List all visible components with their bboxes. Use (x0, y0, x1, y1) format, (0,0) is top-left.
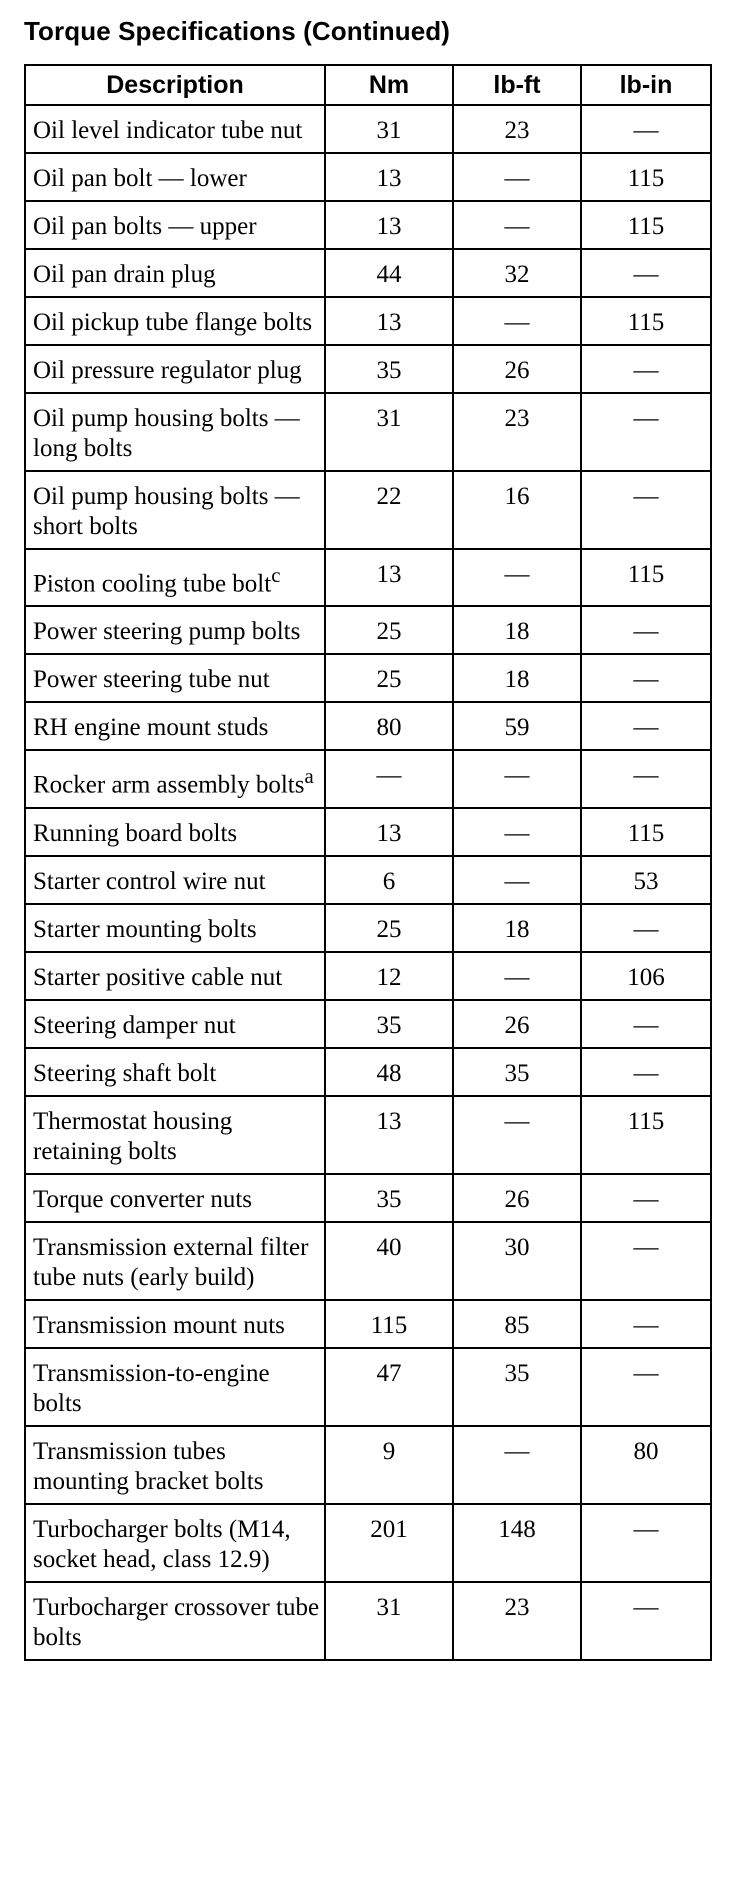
description-cell (25, 1096, 325, 1174)
description-cell (25, 904, 325, 952)
lb-in-cell: — (581, 904, 711, 952)
table-row (25, 606, 711, 654)
description-cell (25, 1348, 325, 1426)
page-title: Torque Specifications (Continued) (24, 16, 451, 46)
lb-ft-cell: 23 (453, 393, 581, 471)
description-text: Turbocharger bolts (M14, socket head, class 12.9) (33, 1515, 291, 1573)
lb-in-cell: 53 (581, 856, 711, 904)
description-cell (25, 654, 325, 702)
footnote-marker: a (304, 764, 314, 789)
lb-ft-cell: — (453, 201, 581, 249)
nm-cell: 13 (325, 297, 453, 345)
table-row (25, 345, 711, 393)
lb-in-cell: — (581, 750, 711, 807)
description-cell (25, 952, 325, 1000)
lb-ft-cell: — (453, 1426, 581, 1504)
table-row (25, 1348, 711, 1426)
nm-cell: 13 (325, 201, 453, 249)
description-text: Oil pan bolt — lower (33, 165, 247, 192)
lb-ft-cell: 59 (453, 702, 581, 750)
description-text: Thermostat housing retaining bolts (33, 1107, 233, 1165)
nm-cell: 31 (325, 393, 453, 471)
lb-in-cell: — (581, 105, 711, 153)
description-cell (25, 1000, 325, 1048)
lb-ft-cell: 16 (453, 471, 581, 549)
nm-cell: 13 (325, 549, 453, 606)
footnote-marker: c (271, 563, 281, 587)
lb-in-cell: — (581, 249, 711, 297)
description-text: Starter control wire nut (33, 867, 266, 895)
table-row (25, 808, 711, 856)
description-text: Oil level indicator tube nut (33, 117, 303, 144)
lb-ft-cell: 26 (453, 345, 581, 393)
description-cell (25, 471, 325, 549)
lb-ft-cell: 18 (453, 606, 581, 654)
description-text: Oil pump housing bolts — long bolts (33, 405, 300, 462)
nm-cell: 13 (325, 1096, 453, 1174)
lb-ft-cell: 18 (453, 654, 581, 702)
lb-in-cell: — (581, 345, 711, 393)
lb-ft-cell: 35 (453, 1348, 581, 1426)
nm-cell: 40 (325, 1222, 453, 1300)
description-cell (25, 1222, 325, 1300)
lb-in-cell: 115 (581, 297, 711, 345)
header-row (25, 65, 711, 105)
lb-ft-cell: 32 (453, 249, 581, 297)
nm-cell: 44 (325, 249, 453, 297)
lb-ft-cell: 35 (453, 1048, 581, 1096)
table-row (25, 105, 711, 153)
description-text: Transmission mount nuts (33, 1311, 285, 1339)
table-row (25, 1000, 711, 1048)
description-cell (25, 1174, 325, 1222)
table-row (25, 1096, 711, 1174)
description-cell (25, 297, 325, 345)
nm-cell: 25 (325, 904, 453, 952)
nm-cell: 201 (325, 1504, 453, 1582)
nm-cell: 48 (325, 1048, 453, 1096)
lb-ft-cell: 23 (453, 105, 581, 153)
lb-in-cell: — (581, 1348, 711, 1426)
table-row (25, 1426, 711, 1504)
lb-in-cell: — (581, 1048, 711, 1096)
lb-in-cell: 115 (581, 153, 711, 201)
lb-ft-cell: — (453, 1096, 581, 1174)
nm-cell: 6 (325, 856, 453, 904)
lb-in-cell: — (581, 1000, 711, 1048)
table-row (25, 1582, 711, 1660)
description-cell (25, 702, 325, 750)
lb-in-cell: 106 (581, 952, 711, 1000)
description-cell (25, 606, 325, 654)
lb-ft-cell: 148 (453, 1504, 581, 1582)
table-row (25, 297, 711, 345)
nm-cell: 35 (325, 1174, 453, 1222)
lb-in-cell: — (581, 393, 711, 471)
description-text: Running board bolts (33, 819, 238, 847)
lb-in-cell: 80 (581, 1426, 711, 1504)
nm-cell: 12 (325, 952, 453, 1000)
table-row (25, 1504, 711, 1582)
lb-ft-cell: 26 (453, 1000, 581, 1048)
lb-ft-cell: — (453, 808, 581, 856)
description-cell (25, 808, 325, 856)
lb-ft-cell: 26 (453, 1174, 581, 1222)
nm-cell: — (325, 750, 453, 807)
lb-ft-cell: — (453, 952, 581, 1000)
description-text: Power steering tube nut (33, 666, 270, 694)
description-cell (25, 153, 325, 201)
lb-in-cell: 115 (581, 201, 711, 249)
table-row (25, 904, 711, 952)
lb-ft-cell: 23 (453, 1582, 581, 1660)
description-cell (25, 750, 325, 807)
table-body (25, 105, 711, 1660)
lb-ft-cell: — (453, 750, 581, 807)
description-text: Starter mounting bolts (33, 915, 257, 943)
description-cell (25, 1300, 325, 1348)
lb-in-cell: — (581, 1222, 711, 1300)
description-text: Oil pressure regulator plug (33, 357, 302, 384)
nm-cell: 47 (325, 1348, 453, 1426)
table-row (25, 393, 711, 471)
lb-in-cell: — (581, 1504, 711, 1582)
description-text: Turbocharger crossover tube bolts (33, 1593, 320, 1651)
description-text: RH engine mount studs (33, 714, 269, 742)
description-text: Rocker arm assembly bolts (33, 771, 305, 799)
description-cell (25, 1582, 325, 1660)
description-cell (25, 1426, 325, 1504)
description-text: Oil pan bolts — upper (33, 213, 257, 240)
nm-cell: 31 (325, 1582, 453, 1660)
lb-ft-cell: — (453, 297, 581, 345)
description-text: Transmission external filter tube nuts (early build) (33, 1233, 309, 1291)
description-cell (25, 1504, 325, 1582)
description-text: Piston cooling tube bolt (33, 570, 272, 598)
lb-in-cell: 115 (581, 549, 711, 606)
description-text: Power steering pump bolts (33, 618, 301, 646)
lb-in-cell: — (581, 1300, 711, 1348)
lb-in-cell: 115 (581, 1096, 711, 1174)
lb-in-cell: 115 (581, 808, 711, 856)
description-text: Steering shaft bolt (33, 1059, 217, 1087)
nm-cell: 115 (325, 1300, 453, 1348)
table-header (25, 65, 711, 105)
description-text: Oil pump housing bolts — short bolts (33, 483, 300, 540)
lb-in-cell: — (581, 1582, 711, 1660)
nm-cell: 25 (325, 606, 453, 654)
table-row (25, 1300, 711, 1348)
nm-cell: 35 (325, 345, 453, 393)
description-text: Oil pan drain plug (33, 261, 216, 288)
description-cell (25, 249, 325, 297)
column-header-lb-ft: lb-ft (453, 65, 581, 105)
nm-cell: 80 (325, 702, 453, 750)
nm-cell: 9 (325, 1426, 453, 1504)
table-row (25, 249, 711, 297)
lb-ft-cell: 85 (453, 1300, 581, 1348)
lb-ft-cell: — (453, 549, 581, 606)
nm-cell: 13 (325, 808, 453, 856)
table-row (25, 1222, 711, 1300)
torque-spec-table (24, 64, 712, 1661)
nm-cell: 31 (325, 105, 453, 153)
lb-ft-cell: — (453, 153, 581, 201)
nm-cell: 35 (325, 1000, 453, 1048)
description-text: Torque converter nuts (33, 1185, 253, 1213)
table-row (25, 201, 711, 249)
table-row (25, 549, 711, 606)
lb-in-cell: — (581, 654, 711, 702)
nm-cell: 22 (325, 471, 453, 549)
lb-ft-cell: 30 (453, 1222, 581, 1300)
lb-ft-cell: 18 (453, 904, 581, 952)
description-text: Transmission tubes mounting bracket bolts (33, 1437, 264, 1495)
table-row (25, 952, 711, 1000)
table-row (25, 1048, 711, 1096)
description-cell (25, 345, 325, 393)
description-text: Oil pickup tube flange bolts (33, 309, 313, 336)
lb-in-cell: — (581, 1174, 711, 1222)
description-text: Transmission-to-engine bolts (33, 1359, 270, 1417)
description-text: Steering damper nut (33, 1011, 236, 1039)
description-cell (25, 393, 325, 471)
table-row (25, 750, 711, 807)
table-row (25, 856, 711, 904)
nm-cell: 25 (325, 654, 453, 702)
table-row (25, 471, 711, 549)
description-cell (25, 856, 325, 904)
description-cell (25, 549, 325, 606)
lb-in-cell: — (581, 606, 711, 654)
lb-ft-cell: — (453, 856, 581, 904)
table-row (25, 702, 711, 750)
lb-in-cell: — (581, 702, 711, 750)
column-header-description: Description (25, 65, 325, 105)
column-header-nm: Nm (325, 65, 453, 105)
description-cell (25, 201, 325, 249)
table-row (25, 1174, 711, 1222)
table-row (25, 153, 711, 201)
lb-in-cell: — (581, 471, 711, 549)
nm-cell: 13 (325, 153, 453, 201)
description-text: Starter positive cable nut (33, 963, 283, 991)
description-cell (25, 1048, 325, 1096)
description-cell (25, 105, 325, 153)
table-row (25, 654, 711, 702)
column-header-lb-in: lb-in (581, 65, 711, 105)
